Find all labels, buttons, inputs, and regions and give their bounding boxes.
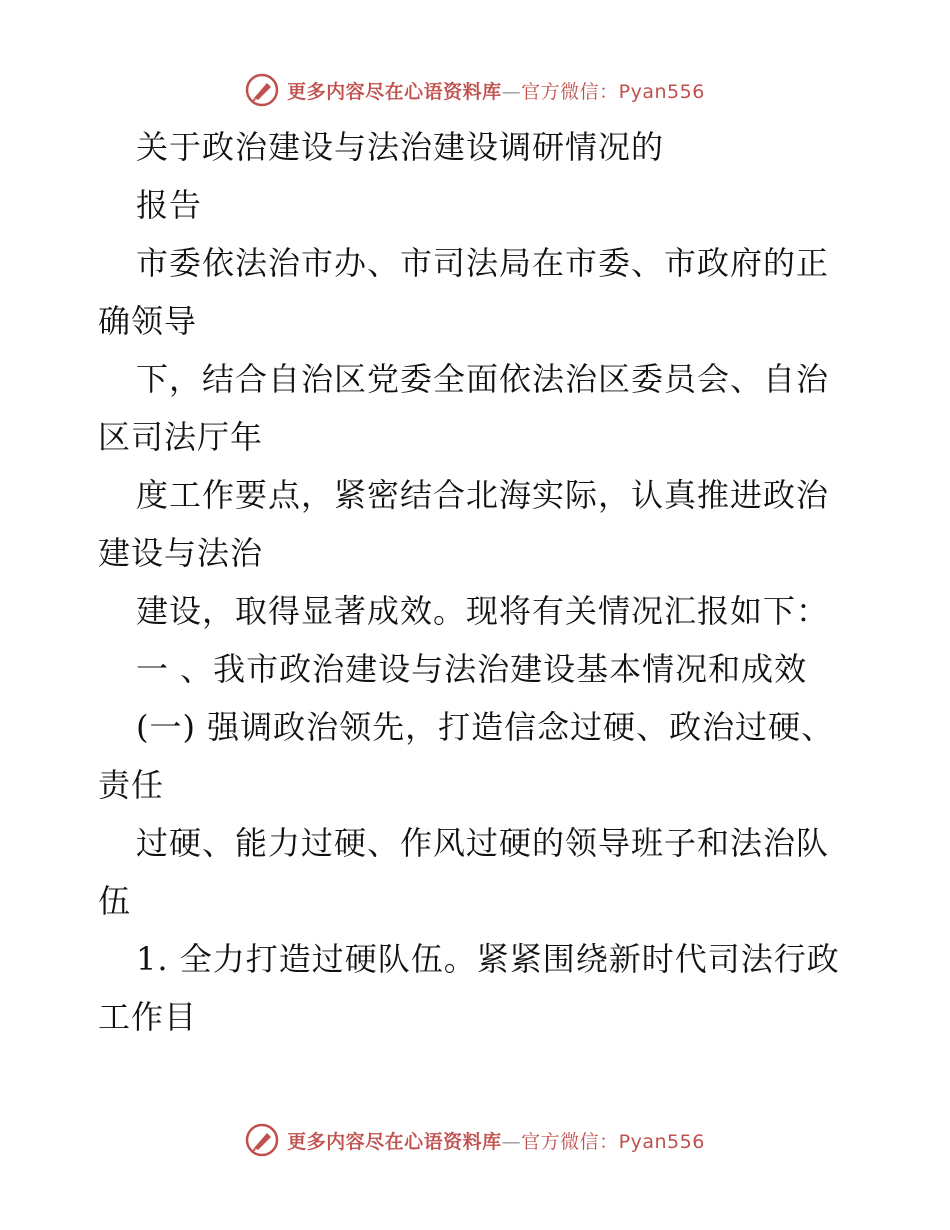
watermark-separator: — — [501, 1130, 522, 1153]
document-line: 建设与法治 — [98, 534, 264, 572]
numbered-item: 1. 全力打造过硬队伍。紧紧围绕新时代司法行政 — [136, 940, 840, 978]
document-line: 区司法厅年 — [98, 418, 264, 456]
document-line: 工作目 — [98, 998, 198, 1036]
section-heading: 一 、我市政治建设与法治建设基本情况和成效 — [136, 650, 808, 688]
document-line: 确领导 — [98, 302, 198, 340]
document-line: 建设，取得显著成效。现将有关情况汇报如下： — [136, 592, 830, 630]
document-line: 过硬、能力过硬、作风过硬的领导班子和法治队 — [136, 824, 830, 862]
document-line: 报告 — [136, 186, 203, 224]
pen-logo-icon — [245, 1123, 279, 1157]
document-line: 责任 — [98, 766, 165, 804]
watermark-main-text: 更多内容尽在心语资料库 — [287, 80, 502, 103]
document-line: 度工作要点，紧密结合北海实际，认真推进政治 — [136, 476, 830, 514]
subsection-heading: (一) 强调政治领先，打造信念过硬、政治过硬、 — [136, 708, 835, 746]
watermark-main-text: 更多内容尽在心语资料库 — [287, 1130, 502, 1153]
watermark-separator: — — [501, 80, 522, 103]
document-line: 下，结合自治区党委全面依法治区委员会、自治 — [136, 360, 830, 398]
watermark-wechat-text: 官方微信：Pyan556 — [521, 80, 705, 103]
document-line: 关于政治建设与法治建设调研情况的 — [136, 128, 665, 166]
watermark-wechat-text: 官方微信：Pyan556 — [521, 1130, 705, 1153]
document-body — [98, 118, 858, 1046]
header-watermark — [0, 70, 950, 110]
pen-logo-icon — [245, 73, 279, 107]
document-line: 伍 — [98, 882, 132, 920]
footer-watermark — [0, 1120, 950, 1160]
document-line: 市委依法治市办、市司法局在市委、市政府的正 — [136, 244, 830, 282]
